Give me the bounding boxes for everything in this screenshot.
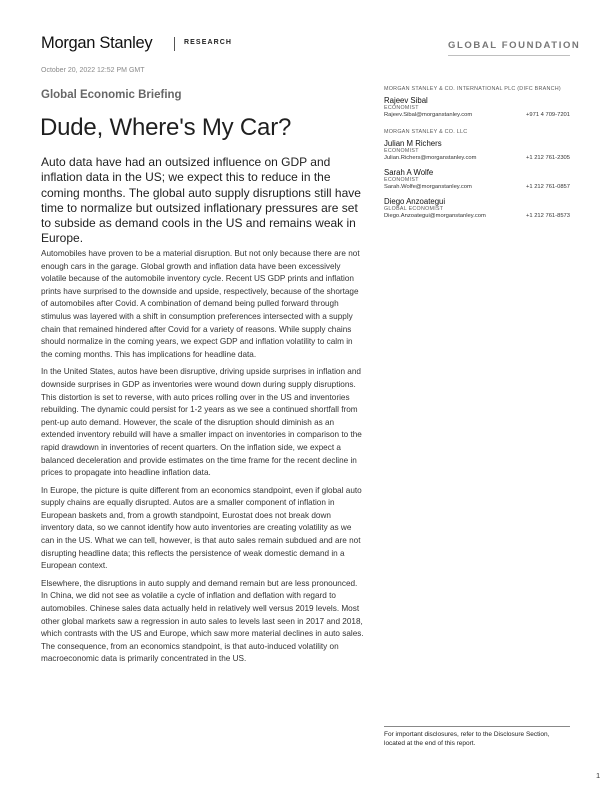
author-role: ECONOMIST	[384, 148, 419, 154]
author-email[interactable]: Diego.Anzoategui@morganstanley.com	[384, 213, 486, 219]
disclosure-rule	[384, 726, 570, 727]
brand-logo: Morgan Stanley	[41, 34, 153, 52]
author-entry	[384, 168, 570, 191]
section-label: RESEARCH	[184, 39, 233, 46]
author-name: Sarah A Wolfe	[384, 168, 434, 177]
body-paragraph: In Europe, the picture is quite different from an economics standpoint, even if global auto supply chains are equally disrupted. Autos are a smaller component of inflation in European baskets and, from a growth standpoint, Eurostat does not break down inventory data, so we cannot identify how auto inventories are creating volatility as we can in the US. What we can tell, however, is that auto sales remain subdued and are not disrupting headline data; this reflects the persistence of weak domestic demand in a European context.	[41, 485, 362, 571]
author-role: GLOBAL ECONOMIST	[384, 206, 444, 212]
author-entry	[384, 96, 570, 119]
author-name: Julian M Richers	[384, 139, 442, 148]
author-org: MORGAN STANLEY & CO. INTERNATIONAL PLC (DIFC BRANCH)	[384, 86, 561, 92]
author-org: MORGAN STANLEY & CO. LLC	[384, 129, 468, 135]
author-name: Rajeev Sibal	[384, 96, 428, 105]
header-divider	[174, 37, 175, 51]
author-phone: +1 212 761-2305	[525, 155, 570, 161]
summary-paragraph: Auto data have had an outsized influence on GDP and inflation data in the US; we expect this to reduce in the coming months. The global auto supply disruptions still have time to normalize but outsized inflationary pressures are set to subside as demand cools in the US and remains weak in Europe.	[41, 155, 361, 246]
body-paragraph: Elsewhere, the disruptions in auto supply and demand remain but are less pronounced. In China, we did not see as volatile a cycle of inflation and deflation with regard to automobiles. Chinese sales data actually held in relatively well versus 2019 levels. Most other global markets saw a regression in auto sales to levels last seen in 2017 and 2018, which contrasts with the US and Europe, which saw more material declines in auto sales. The consequence, from an economics standpoint, is that auto-induced volatility on macroeconomic data is primarily concentrated in the US.	[41, 578, 364, 664]
author-email[interactable]: Rajeev.Sibal@morganstanley.com	[384, 112, 473, 118]
author-name: Diego Anzoategui	[384, 197, 446, 206]
author-role: ECONOMIST	[384, 105, 419, 111]
author-email[interactable]: Sarah.Wolfe@morganstanley.com	[384, 184, 472, 190]
series-label: GLOBAL FOUNDATION	[448, 40, 581, 51]
body-paragraph: Automobiles have proven to be a material disruption. But not only because there are not enough cars in the garage. Global growth and inflation data have been excessively volatile because of the automobile inventory cycle. Recent US GDP prints and inflation prints have surprised to the downside and upside, respectively, because of the shortage of automobiles after Covid. A combination of demand being pulled forward through stimulus was layered with a shift in consumption preferences intersected with a supply chain that remained hindered after Covid for a variety of reasons. While supply chains should normalize in the coming years, we expect GDP and inflation volatility to calm in the coming months. This has implications for headline data.	[41, 249, 360, 359]
author-role: ECONOMIST	[384, 177, 419, 183]
author-entry	[384, 197, 570, 220]
author-entry	[384, 139, 570, 162]
page-title: Dude, Where's My Car?	[40, 114, 292, 141]
author-phone: +1 212 761-8573	[525, 213, 570, 219]
page-number: 1	[596, 771, 601, 780]
author-email[interactable]: Julian.Richers@morganstanley.com	[384, 155, 477, 161]
body-paragraph: In the United States, autos have been disruptive, driving upside surprises in inflation and downside surprises in GDP as inventories were wound down during supply disruptions. This distortion is set to reverse, with auto prices rolling over in the US and inventories rebuilding. The dynamic could persist for 1-2 years as we see a continued shortfall from pent-up auto demand. However, the scale of the disruption should diminish as an extended inventory rebuild will have a smaller impact on inventories in comparison to the rapid drawdown in inventories of recent quarters. On the inflation side, we expect a balanced deceleration and provide estimates on the time frame for the recent decline in prices to propagate into headline inflation data.	[41, 367, 362, 478]
author-panel	[384, 86, 570, 226]
author-phone: +1 212 761-0857	[525, 184, 570, 190]
author-phone: +971 4 709-7201	[525, 112, 570, 118]
body-text	[41, 248, 366, 671]
publish-date: October 20, 2022 12:52 PM GMT	[41, 67, 145, 74]
report-kicker: Global Economic Briefing	[41, 89, 182, 101]
disclosure-note: For important disclosures, refer to the Disclosure Section, located at the end of this report.	[384, 731, 550, 747]
series-rule	[448, 55, 570, 56]
